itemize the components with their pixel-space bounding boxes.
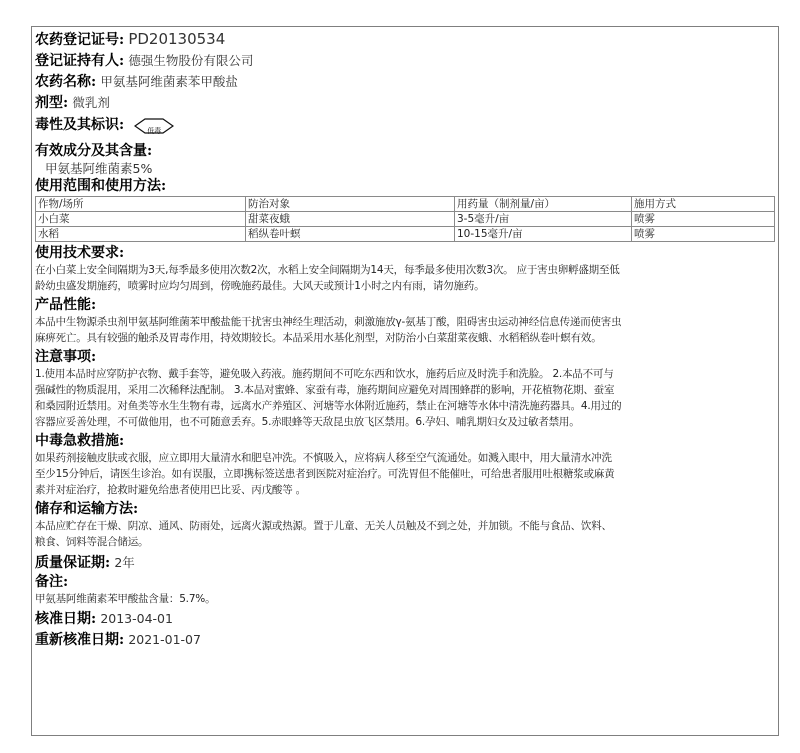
- pesticide-name-value: 甲氨基阿维菌素苯甲酸盐: [100, 74, 238, 89]
- ingredients-value: 甲氨基阿维菌素5%: [45, 161, 153, 176]
- reapproval-date-label: 重新核准日期:: [35, 632, 125, 648]
- pesticide-name-label: 农药名称:: [35, 74, 97, 90]
- text-line: 本品中生物源杀虫剂甲氨基阿维菌苯甲酸盐能干扰害虫神经生理活动，刺激施放γ-氨基丁酸，阻碍害虫运动神经信息传递而使害虫: [35, 316, 622, 328]
- first-aid-heading: 中毒急救措施:: [35, 433, 125, 449]
- table-row: [36, 212, 775, 227]
- formulation-value: 微乳剂: [72, 95, 110, 110]
- text-line: 强碱性的物质混用，采用二次稀释法配制。 3.本品对蜜蜂、家蚕有毒，施药期间应避免对周围蜂群的影响，开花植物花期、蚕室: [35, 384, 615, 396]
- usage-heading: 使用范围和使用方法:: [35, 178, 167, 194]
- crop-cell: 水稻: [36, 227, 246, 242]
- approval-date-row: [35, 609, 775, 630]
- shelf-life-row: [35, 553, 775, 574]
- registration-number: PD20130534: [128, 30, 226, 48]
- reapproval-date-value: 2021-01-07: [128, 632, 201, 647]
- ingredients-heading: 有效成分及其含量:: [35, 143, 153, 159]
- usage-table: [35, 196, 775, 242]
- toxicity-label: 毒性及其标识:: [35, 117, 125, 133]
- holder-value: 德强生物股份有限公司: [128, 53, 254, 68]
- precautions-heading: 注意事项:: [35, 349, 97, 365]
- table-row: [36, 227, 775, 242]
- precautions-text: [35, 366, 775, 430]
- target-cell: 甜菜夜蛾: [246, 212, 455, 227]
- dosage-cell: 3-5毫升/亩: [455, 212, 632, 227]
- formulation-label: 剂型:: [35, 95, 69, 111]
- technique-text: [35, 262, 775, 294]
- text-line: 素并对症治疗，抢救时避免给患者使用巴比妥、丙戊酸等 。: [35, 484, 306, 496]
- text-line: 在小白菜上安全间隔期为3天,每季最多使用次数2次，水稻上安全间隔期为14天，每季最多使用次数3次。 应于害虫卵孵盛期至低: [35, 264, 620, 276]
- dosage-cell: 10-15毫升/亩: [455, 227, 632, 242]
- holder-row: [35, 51, 775, 72]
- holder-label: 登记证持有人:: [35, 53, 125, 69]
- remarks-heading: 备注:: [35, 574, 69, 590]
- name-row: [35, 72, 775, 93]
- performance-text: [35, 314, 775, 346]
- text-line: 容器应妥善处理，不可做他用，也不可随意丢弃。5.赤眼蜂等天敌昆虫放飞区禁用。6.孕妇、哺乳期妇女及过敏者禁用。: [35, 416, 580, 428]
- performance-heading: 产品性能:: [35, 297, 97, 313]
- method-cell: 喷雾: [632, 212, 775, 227]
- text-line: 1.使用本品时应穿防护衣物、戴手套等，避免吸入药液。施药期间不可吃东西和饮水，施药后应及时洗手和洗脸。 2.本品不可与: [35, 368, 614, 380]
- header-method: 施用方式: [632, 197, 775, 212]
- text-line: 粮食、饲料等混合储运。: [35, 536, 149, 548]
- approval-date-value: 2013-04-01: [100, 611, 173, 626]
- target-cell: 稻纵卷叶螟: [246, 227, 455, 242]
- method-cell: 喷雾: [632, 227, 775, 242]
- crop-cell: 小白菜: [36, 212, 246, 227]
- reapproval-date-row: [35, 630, 775, 651]
- technique-heading: 使用技术要求:: [35, 245, 125, 261]
- shelf-life-value: 2年: [114, 555, 135, 570]
- text-line: 和桑园附近禁用。对鱼类等水生生物有毒，远离水产养殖区、河塘等水体附近施药，禁止在河塘等水体中清洗施药器具。4.用过的: [35, 400, 622, 412]
- usage-table-header-row: [36, 197, 775, 212]
- header-target: 防治对象: [246, 197, 455, 212]
- toxicity-badge-text: 低毒: [147, 126, 162, 135]
- first-aid-text: [35, 450, 775, 498]
- header-crop: 作物/场所: [36, 197, 246, 212]
- text-line: 至少15分钟后，请医生诊治。如有误服，立即携标签送患者到医院对症治疗。可洗胃但不能催吐，可给患者服用吐根糖浆或麻黄: [35, 468, 615, 480]
- shelf-life-label: 质量保证期:: [35, 555, 111, 571]
- pesticide-label-document: [31, 26, 779, 736]
- storage-text: [35, 518, 775, 550]
- storage-heading: 储存和运输方法:: [35, 501, 139, 517]
- approval-date-label: 核准日期:: [35, 611, 97, 627]
- text-line: 如果药剂接触皮肤或衣服，应立即用大量清水和肥皂冲洗。不慎吸入，应将病人移至空气流通处。如溅入眼中，用大量清水冲洗: [35, 452, 612, 464]
- text-line: 本品应贮存在干燥、阴凉、通风、防雨处，远离火源或热源。置于儿童、无关人员触及不到之处，并加锁。不能与食品、饮料、: [35, 520, 612, 532]
- remarks-value: 甲氨基阿维菌素苯甲酸盐含量：5.7%。: [35, 593, 216, 605]
- toxicity-row: [35, 114, 775, 137]
- low-toxicity-icon: [134, 118, 174, 134]
- formulation-row: [35, 93, 775, 114]
- text-line: 龄幼虫盛发期施药，喷雾时应均匀周到，傍晚施药最佳。大风天或预计1小时之内有雨，请勿施药。: [35, 280, 485, 292]
- registration-row: [35, 29, 775, 51]
- header-dosage: 用药量（制剂量/亩）: [455, 197, 632, 212]
- registration-label: 农药登记证号:: [35, 32, 125, 48]
- text-line: 麻痹死亡。具有较强的触杀及胃毒作用，持效期较长。本品采用水基化剂型，对防治小白菜甜菜夜蛾、水稻稻纵卷叶螟有效。: [35, 332, 602, 344]
